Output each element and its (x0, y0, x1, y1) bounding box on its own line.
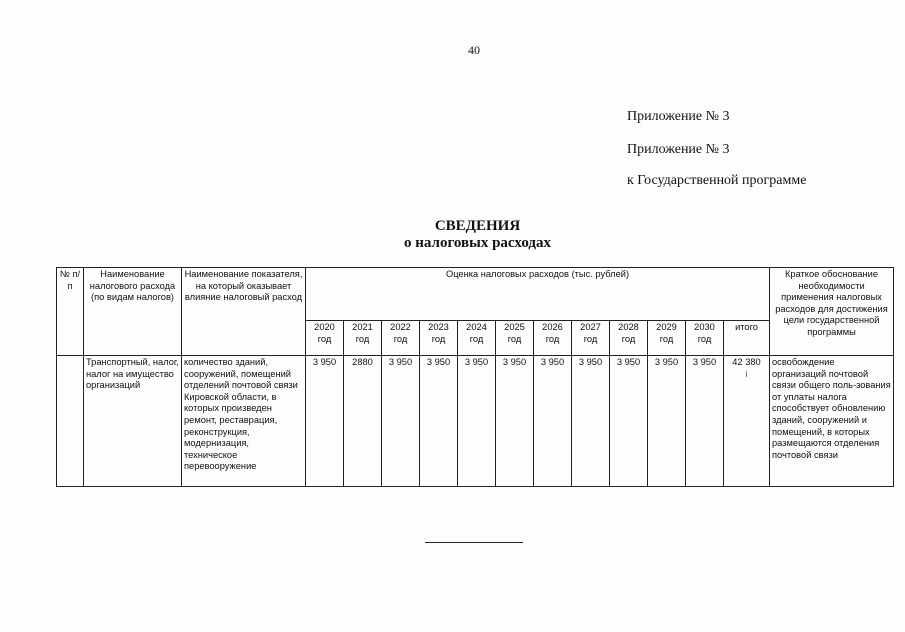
year-header: 2025 год (496, 321, 534, 356)
row-value: 3 950 (420, 356, 458, 487)
row-value: 3 950 (458, 356, 496, 487)
year-header: 2024 год (458, 321, 496, 356)
year-header: 2029 год (648, 321, 686, 356)
row-total-mark: i (745, 368, 748, 379)
row-value: 3 950 (610, 356, 648, 487)
row-value: 3 950 (306, 356, 344, 487)
row-expense-name: Транспортный, налог, налог на имущество организаций (84, 356, 182, 487)
header-estimate: Оценка налоговых расходов (тыс. рублей) (306, 268, 770, 321)
year-header: 2021 год (344, 321, 382, 356)
header-indicator-name: Наименование показателя, на который оказывает влияние налоговый расход (182, 268, 306, 356)
year-header: 2027 год (572, 321, 610, 356)
table-row (57, 356, 894, 487)
row-value: 3 950 (382, 356, 420, 487)
year-header: 2030 год (686, 321, 724, 356)
year-header: 2020 год (306, 321, 344, 356)
row-value: 3 950 (534, 356, 572, 487)
total-header: итого (724, 321, 770, 356)
appendix-line-2: Приложение № 3 (627, 142, 730, 157)
row-justification: освобождение организаций почтовой связи общего поль-зования от уплаты налога способствует обновлению зданий, сооружений и помещений, в которых размещаются отделения почтовой связи (770, 356, 894, 487)
title-sub: о налоговых расходах (404, 235, 551, 251)
row-total (724, 356, 770, 487)
document-title (0, 218, 905, 252)
year-header: 2022 год (382, 321, 420, 356)
appendix-line-1: Приложение № 3 (627, 109, 730, 124)
year-header: 2028 год (610, 321, 648, 356)
row-value: 3 950 (572, 356, 610, 487)
header-justification: Краткое обоснование необходимости применения налоговых расходов для достижения цели государственной программы (770, 268, 894, 356)
page-number: 40 (468, 43, 480, 57)
row-value: 3 950 (686, 356, 724, 487)
row-value: 3 950 (648, 356, 686, 487)
row-indicator-name: количество зданий, сооружений, помещений отделений почтовой связи Кировской области, в которых произведен ремонт, реставрация, реконструкция, модернизация, техническое перевооружение (182, 356, 306, 487)
year-header: 2023 год (420, 321, 458, 356)
row-total-value: 42 380 (732, 357, 761, 367)
tax-expenses-table (56, 267, 894, 487)
appendix-line-3: к Государственной программе (627, 173, 807, 188)
footer-divider (425, 542, 523, 543)
title-main: СВЕДЕНИЯ (434, 218, 521, 234)
year-header: 2026 год (534, 321, 572, 356)
row-num (57, 356, 84, 487)
row-value: 2880 (344, 356, 382, 487)
row-value: 3 950 (496, 356, 534, 487)
header-num: № п/п (57, 268, 84, 356)
header-expense-name: Наименование налогового расхода (по видам налогов) (84, 268, 182, 356)
